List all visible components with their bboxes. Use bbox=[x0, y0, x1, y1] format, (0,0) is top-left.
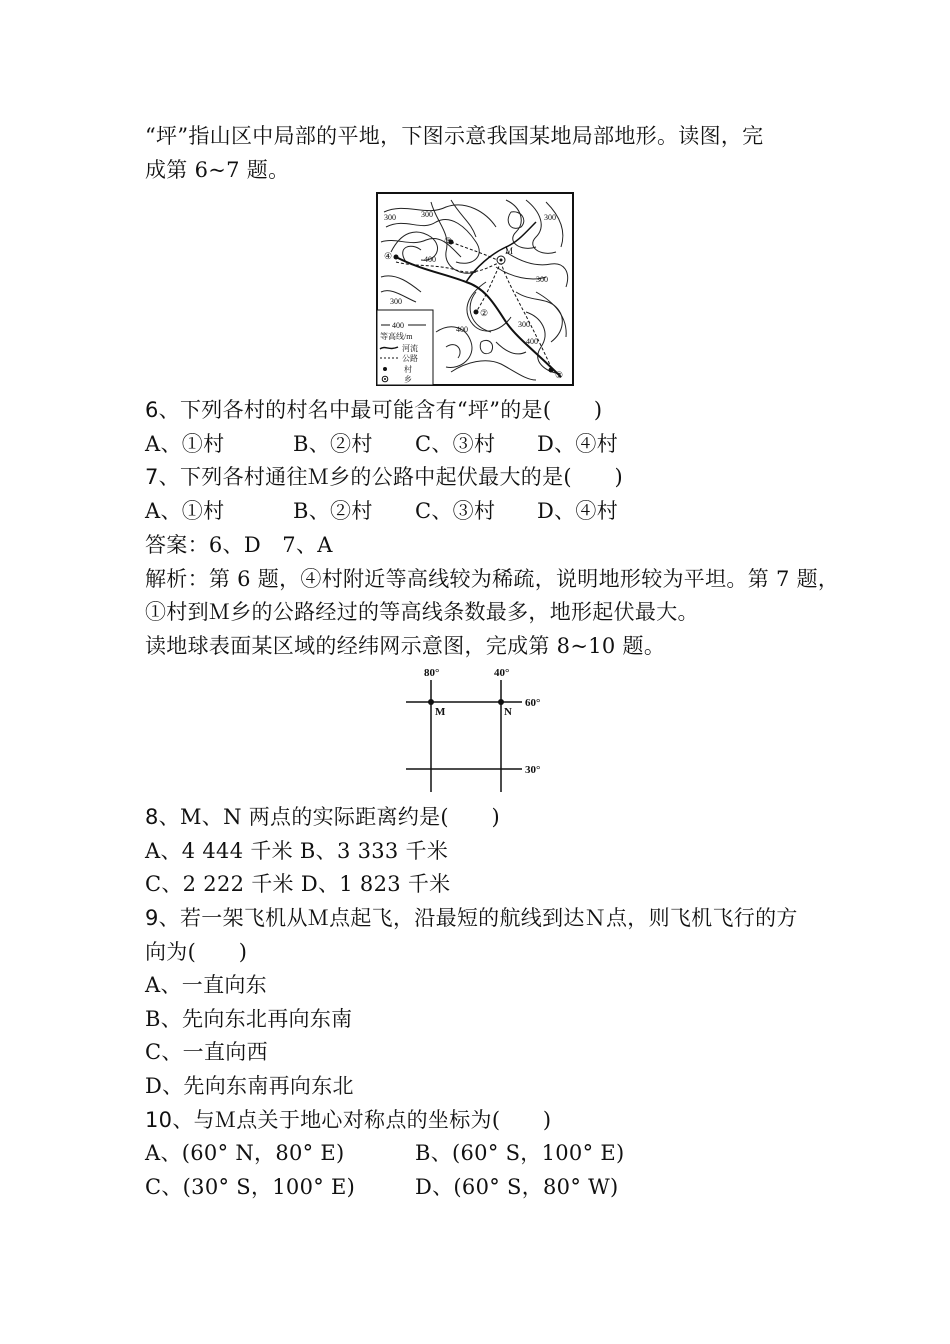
option-d: D、先向东南再向东北 bbox=[145, 1074, 354, 1098]
question-number: 8 bbox=[145, 805, 159, 829]
question-number: 10 bbox=[145, 1108, 173, 1132]
question-6-options bbox=[145, 432, 795, 456]
point-label-1: ① bbox=[555, 370, 564, 380]
option-c: C、一直向西 bbox=[145, 1040, 268, 1064]
point-label-2: ② bbox=[480, 308, 489, 318]
question-text: 、下列各村的村名中最可能含有“坪”的是( ) bbox=[158, 398, 603, 422]
lat-label-bottom: 30° bbox=[525, 764, 541, 776]
point-label-3: ③ bbox=[444, 236, 453, 246]
point-label-4: ④ bbox=[384, 251, 393, 261]
legend-road: 公路 bbox=[402, 354, 418, 363]
question-7 bbox=[145, 465, 623, 489]
option-a: A、①村 bbox=[145, 432, 225, 456]
option-a: A、①村 bbox=[145, 499, 225, 523]
lat-label-top: 60° bbox=[525, 697, 541, 709]
topographic-map bbox=[376, 192, 574, 386]
question-text: 、与Ｍ点关于地心对称点的坐标为( ) bbox=[172, 1108, 552, 1132]
question-text: 、若一架飞机从Ｍ点起飞，沿最短的航线到达Ｎ点，则飞机飞行的方 bbox=[158, 906, 798, 930]
contour-label: 300 bbox=[518, 320, 530, 329]
option-b: B、(60° S，100° E) bbox=[415, 1141, 625, 1165]
point-m-label: M bbox=[435, 706, 446, 718]
option-c: C、③村 bbox=[415, 432, 496, 456]
question-number: 7 bbox=[145, 465, 159, 489]
intro-line-1: “坪”指山区中局部的平地，下图示意我国某地局部地形。读图，完 bbox=[145, 124, 764, 148]
legend-river: 河流 bbox=[402, 344, 418, 353]
question-8-options-line-1: A、4 444 千米 B、3 333 千米 bbox=[145, 839, 449, 863]
question-text: 、下列各村通往Ｍ乡的公路中起伏最大的是( ) bbox=[158, 465, 623, 489]
lon-label-left: 80° bbox=[424, 667, 440, 679]
option-d: D、④村 bbox=[537, 432, 619, 456]
option-a: A、一直向东 bbox=[145, 973, 267, 997]
question-9 bbox=[145, 906, 798, 930]
question-7-options bbox=[145, 499, 795, 523]
intro-2: 读地球表面某区域的经纬网示意图，完成第 8~10 题。 bbox=[145, 634, 666, 658]
contour-label: 300 bbox=[421, 210, 433, 219]
legend-contour-sample: 400 bbox=[392, 321, 404, 330]
option-b: B、②村 bbox=[293, 499, 373, 523]
option-c: C、③村 bbox=[415, 499, 496, 523]
contour-label: 300 bbox=[390, 297, 402, 306]
question-8-options-line-2: C、2 222 千米 D、1 823 千米 bbox=[145, 872, 451, 896]
lon-label-right: 40° bbox=[494, 667, 510, 679]
option-a: A、(60° N，80° E) bbox=[145, 1141, 345, 1165]
analysis-line-2: ①村到Ｍ乡的公路经过的等高线条数最多，地形起伏最大。 bbox=[145, 600, 699, 624]
point-label-m: M bbox=[505, 246, 514, 256]
point-n-label: N bbox=[504, 706, 512, 718]
question-10-options-row-1 bbox=[145, 1141, 795, 1165]
option-c: C、(30° S，100° E) bbox=[145, 1175, 356, 1199]
question-number: 9 bbox=[145, 906, 159, 930]
question-9-text-2: 向为( ) bbox=[145, 940, 248, 964]
question-10 bbox=[145, 1108, 551, 1132]
option-b: B、先向东北再向东南 bbox=[145, 1007, 353, 1031]
legend-village: 村 bbox=[404, 365, 412, 374]
contour-label: 300 bbox=[536, 275, 548, 284]
question-number: 6 bbox=[145, 398, 159, 422]
option-d: D、④村 bbox=[537, 499, 619, 523]
answer: 答案：6、D 7、A bbox=[145, 533, 333, 557]
question-8 bbox=[145, 805, 500, 829]
legend-contour: 等高线/m bbox=[380, 332, 413, 341]
contour-label: 400 bbox=[456, 325, 468, 334]
graticule-map bbox=[400, 662, 560, 794]
legend-township: 乡 bbox=[404, 375, 412, 384]
question-10-options-row-2 bbox=[145, 1175, 795, 1199]
option-d: D、(60° S，80° W) bbox=[415, 1175, 619, 1199]
contour-label: 300 bbox=[384, 213, 396, 222]
contour-label: 300 bbox=[544, 213, 556, 222]
contour-label: 400 bbox=[526, 337, 538, 346]
question-6 bbox=[145, 398, 602, 422]
question-text: 、M、N 两点的实际距离约是( ) bbox=[158, 805, 501, 829]
option-b: B、②村 bbox=[293, 432, 373, 456]
contour-label: 400 bbox=[424, 255, 436, 264]
intro-line-2: 成第 6~7 题。 bbox=[145, 158, 290, 182]
analysis-line-1: 解析：第 6 题，④村附近等高线较为稀疏，说明地形较为平坦。第 7 题， bbox=[145, 567, 840, 591]
